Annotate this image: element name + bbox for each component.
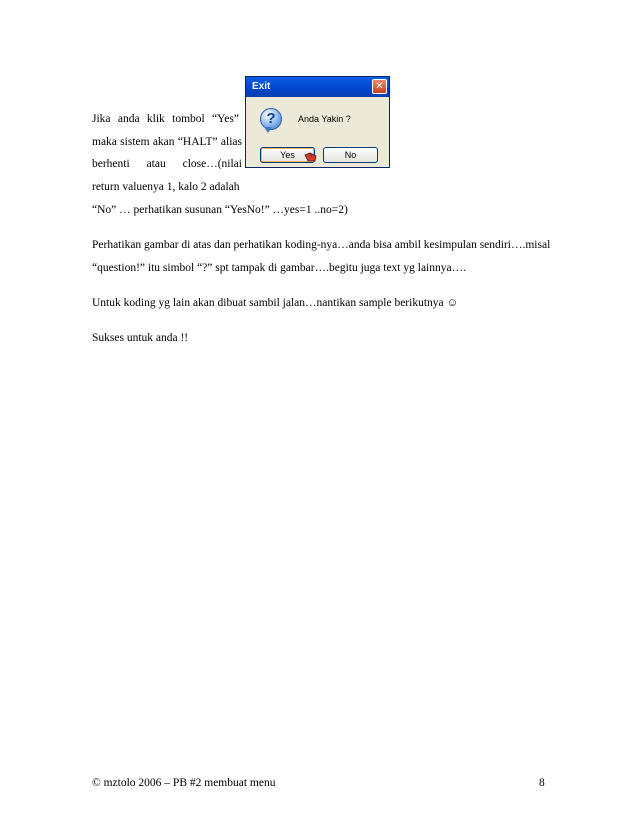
word: berhenti (92, 158, 130, 170)
paragraph-line (92, 157, 242, 171)
word: akan (152, 136, 175, 148)
hand-cursor-icon (304, 152, 317, 162)
word: close…(nilai (182, 158, 242, 170)
word: klik (146, 113, 165, 125)
paragraph-line: “No” … perhatikan susunan “YesNo!” …yes=1 ..no=2) (92, 204, 348, 216)
dialog-message: Anda Yakin ? (298, 114, 351, 124)
paragraph-line (92, 112, 239, 126)
paragraph-line: Untuk koding yg lain akan dibuat sambil jalan…nantikan sample berikutnya ☺ (92, 297, 459, 309)
paragraph-line: “question!” itu simbol “?” spt tampak di gambar….begitu juga text yg lainnya…. (92, 262, 466, 274)
question-icon: ? (260, 108, 282, 130)
dialog-title: Exit (252, 81, 271, 92)
dialog-titlebar (246, 77, 389, 97)
word: atau (146, 158, 166, 170)
question-icon-tail (264, 127, 272, 133)
paragraph-line: Perhatikan gambar di atas dan perhatikan koding-nya…anda bisa ambil kesimpulan sendiri….misal (92, 239, 551, 251)
paragraph-line: return valuenya 1, kalo 2 adalah (92, 181, 240, 193)
paragraph-line: Sukses untuk anda !! (92, 332, 189, 344)
word: Jika (92, 113, 111, 125)
page-number: 8 (539, 777, 545, 789)
word: anda (117, 113, 140, 125)
footer-text: © mztolo 2006 – PB #2 membuat menu (92, 777, 276, 789)
word: alias (220, 136, 242, 148)
word: maka (92, 136, 117, 148)
close-icon[interactable]: ✕ (372, 79, 387, 94)
word: sistem (120, 136, 150, 148)
paragraph-line (92, 135, 242, 149)
word: “HALT” (177, 136, 218, 148)
word: tombol (172, 113, 205, 125)
yes-button[interactable]: Yes (260, 147, 315, 163)
no-button[interactable]: No (323, 147, 378, 163)
word: “Yes” (212, 113, 239, 125)
exit-dialog (245, 76, 390, 168)
